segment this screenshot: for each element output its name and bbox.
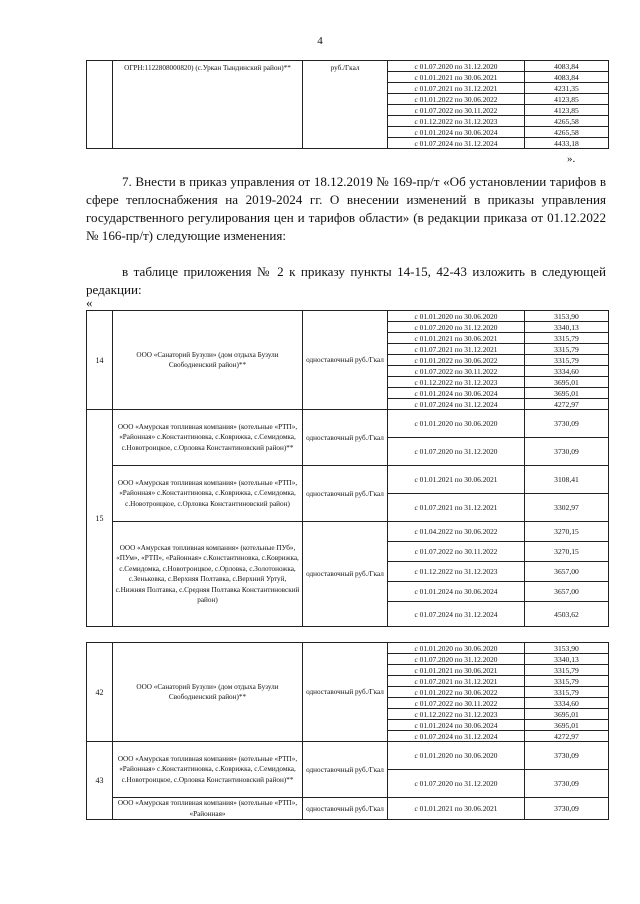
period-cell: с 01.07.2022 по 30.11.2022 [388, 698, 525, 709]
period-cell: с 01.07.2020 по 31.12.2020 [388, 61, 525, 72]
tariff-value-cell: 3340,13 [525, 654, 609, 665]
tariff-value-cell: 3334,60 [525, 366, 609, 377]
period-cell: с 01.01.2022 по 30.06.2022 [388, 94, 525, 105]
tariff-value-cell: 3340,13 [525, 322, 609, 333]
period-cell: с 01.07.2020 по 31.12.2020 [388, 322, 525, 333]
tariff-value-cell: 4433,18 [525, 138, 609, 149]
tariff-value-cell: 3315,79 [525, 333, 609, 344]
organization-cell: ООО «Санаторий Бузули» (дом отдыха Бузули Свободненский район)** [113, 643, 303, 742]
period-cell: с 01.07.2022 по 30.11.2022 [388, 366, 525, 377]
unit-cell: одноставочный руб./Гкал [303, 410, 388, 466]
period-cell: с 01.12.2022 по 31.12.2023 [388, 709, 525, 720]
tariff-value-cell: 3730,09 [525, 438, 609, 466]
organization-cell: ООО «Амурская топливная компания» (котельные «РТП», «Районная» [113, 798, 303, 820]
tariff-table-continued [86, 60, 609, 149]
organization-cell: ООО «Амурская топливная компания» (котельные ПУб», «ПУм», «РТП», «Районная» с.Константиновка, с.Коврижка, с.Семидомка, с.Новотроицкое, с.Орловка, с.Золотоножка, с.Зеньковка, с.Верхняя Полтавка, с.Верхний Уртуй, с.Нижняя Полтавка, с.Средняя Полтавка Константиновский район) [113, 522, 303, 627]
tariff-value-cell: 4083,84 [525, 61, 609, 72]
tariff-value-cell: 3334,60 [525, 698, 609, 709]
period-cell: с 01.04.2022 по 30.06.2022 [388, 522, 525, 542]
item-number: 14 [87, 311, 113, 410]
period-cell: с 01.07.2021 по 31.12.2021 [388, 676, 525, 687]
tariff-value-cell: 4272,97 [525, 731, 609, 742]
tariff-value-cell: 4123,85 [525, 94, 609, 105]
tariff-value-cell: 3153,90 [525, 643, 609, 654]
period-cell: с 01.01.2021 по 30.06.2021 [388, 466, 525, 494]
period-cell: с 01.01.2020 по 30.06.2020 [388, 311, 525, 322]
tariff-value-cell: 3730,09 [525, 742, 609, 770]
unit-cell: руб./Гкал [303, 61, 388, 149]
instruction-paragraph: в таблице приложения № 2 к приказу пункты 14-15, 42-43 изложить в следующей редакции: [86, 264, 606, 297]
period-cell: с 01.12.2022 по 31.12.2023 [388, 377, 525, 388]
period-cell: с 01.01.2024 по 30.06.2024 [388, 720, 525, 731]
organization-cell: ОГРН:1122808000820) (с.Уркан Тындинский район)** [113, 61, 303, 149]
period-cell: с 01.07.2020 по 31.12.2020 [388, 770, 525, 798]
opening-quote: « [86, 295, 93, 310]
period-cell: с 01.01.2020 по 30.06.2020 [388, 643, 525, 654]
period-cell: с 01.01.2022 по 30.06.2022 [388, 355, 525, 366]
tariff-value-cell: 3657,00 [525, 562, 609, 582]
tariff-value-cell: 4083,84 [525, 72, 609, 83]
tariff-value-cell: 3695,01 [525, 709, 609, 720]
tariff-value-cell: 3730,09 [525, 798, 609, 820]
item-number: 42 [87, 643, 113, 742]
unit-cell: одноставочный руб./Гкал [303, 311, 388, 410]
period-cell: с 01.01.2020 по 30.06.2020 [388, 410, 525, 438]
period-cell: с 01.01.2024 по 30.06.2024 [388, 127, 525, 138]
period-cell: с 01.01.2024 по 30.06.2024 [388, 582, 525, 602]
tariff-value-cell: 3695,01 [525, 377, 609, 388]
period-cell: с 01.07.2020 по 31.12.2020 [388, 438, 525, 466]
tariff-value-cell: 3315,79 [525, 355, 609, 366]
unit-cell: одноставочный руб./Гкал [303, 742, 388, 798]
tariff-value-cell: 3695,01 [525, 388, 609, 399]
tariff-value-cell: 4123,85 [525, 105, 609, 116]
period-cell: с 01.07.2021 по 31.12.2021 [388, 494, 525, 522]
period-cell: с 01.07.2024 по 31.12.2024 [388, 138, 525, 149]
period-cell: с 01.12.2022 по 31.12.2023 [388, 116, 525, 127]
period-cell: с 01.12.2022 по 31.12.2023 [388, 562, 525, 582]
period-cell: с 01.01.2021 по 30.06.2021 [388, 72, 525, 83]
tariff-value-cell: 3730,09 [525, 410, 609, 438]
organization-cell: ООО «Санаторий Бузули» (дом отдыха Бузули Свободненский район)** [113, 311, 303, 410]
organization-cell: ООО «Амурская топливная компания» (котельные «РТП», «Районная» с.Константиновка, с.Коврижка, с.Семидомка, с.Новотроицкое, с.Орловка Константиновский район)** [113, 410, 303, 466]
period-cell: с 01.07.2022 по 30.11.2022 [388, 105, 525, 116]
period-cell: с 01.07.2020 по 31.12.2020 [388, 654, 525, 665]
tariff-value-cell: 3315,79 [525, 344, 609, 355]
period-cell: с 01.07.2022 по 30.11.2022 [388, 542, 525, 562]
unit-cell: одноставочный руб./Гкал [303, 643, 388, 742]
number-cell [87, 61, 113, 149]
period-cell: с 01.01.2024 по 30.06.2024 [388, 388, 525, 399]
amendment-paragraph: 7. Внести в приказ управления от 18.12.2019 № 169-пр/т «Об установлении тарифов в сфере теплоснабжения на 2019-2024 гг. О внесении изменений в приказы управления государственного регулирования цен и тарифов области» (в редакции приказа от 01.12.2022 № 166-пр/т) следующие изменения: [86, 174, 606, 243]
tariff-value-cell: 4265,58 [525, 127, 609, 138]
tariff-value-cell: 4503,62 [525, 602, 609, 627]
organization-cell: ООО «Амурская топливная компания» (котельные «РТП», «Районная» с.Константиновка, с.Коврижка, с.Семидомка, с.Новотроицкое, с.Орловка Константиновский район) [113, 466, 303, 522]
item-number: 43 [87, 742, 113, 820]
period-cell: с 01.01.2021 по 30.06.2021 [388, 665, 525, 676]
period-cell: с 01.01.2021 по 30.06.2021 [388, 333, 525, 344]
tariff-table-items-42-43 [86, 642, 609, 820]
page-number: 4 [317, 35, 323, 47]
tariff-value-cell: 3315,79 [525, 676, 609, 687]
tariff-value-cell: 3153,90 [525, 311, 609, 322]
tariff-value-cell: 3270,15 [525, 522, 609, 542]
period-cell: с 01.01.2021 по 30.06.2021 [388, 798, 525, 820]
tariff-value-cell: 3657,00 [525, 582, 609, 602]
tariff-value-cell: 4265,58 [525, 116, 609, 127]
tariff-value-cell: 4231,35 [525, 83, 609, 94]
tariff-value-cell: 3108,41 [525, 466, 609, 494]
period-cell: с 01.07.2024 по 31.12.2024 [388, 731, 525, 742]
tariff-value-cell: 3302,97 [525, 494, 609, 522]
period-cell: с 01.07.2021 по 31.12.2021 [388, 344, 525, 355]
tariff-value-cell: 3270,15 [525, 542, 609, 562]
period-cell: с 01.07.2021 по 31.12.2021 [388, 83, 525, 94]
unit-cell: одноставочный руб./Гкал [303, 522, 388, 627]
period-cell: с 01.07.2024 по 31.12.2024 [388, 602, 525, 627]
tariff-value-cell: 3315,79 [525, 687, 609, 698]
period-cell: с 01.07.2024 по 31.12.2024 [388, 399, 525, 410]
tariff-value-cell: 3730,09 [525, 770, 609, 798]
period-cell: с 01.01.2020 по 30.06.2020 [388, 742, 525, 770]
period-cell: с 01.01.2022 по 30.06.2022 [388, 687, 525, 698]
tariff-table-items-14-15 [86, 310, 609, 627]
tariff-value-cell: 4272,97 [525, 399, 609, 410]
organization-cell: ООО «Амурская топливная компания» (котельные «РТП», «Районная» с.Константиновка, с.Коврижка, с.Семидомка, с.Новотроицкое, с.Орловка Константиновский район)** [113, 742, 303, 798]
tariff-value-cell: 3695,01 [525, 720, 609, 731]
item-number: 15 [87, 410, 113, 627]
tariff-value-cell: 3315,79 [525, 665, 609, 676]
unit-cell: одноставочный руб./Гкал [303, 466, 388, 522]
closing-quote: ». [567, 153, 576, 165]
unit-cell: одноставочный руб./Гкал [303, 798, 388, 820]
